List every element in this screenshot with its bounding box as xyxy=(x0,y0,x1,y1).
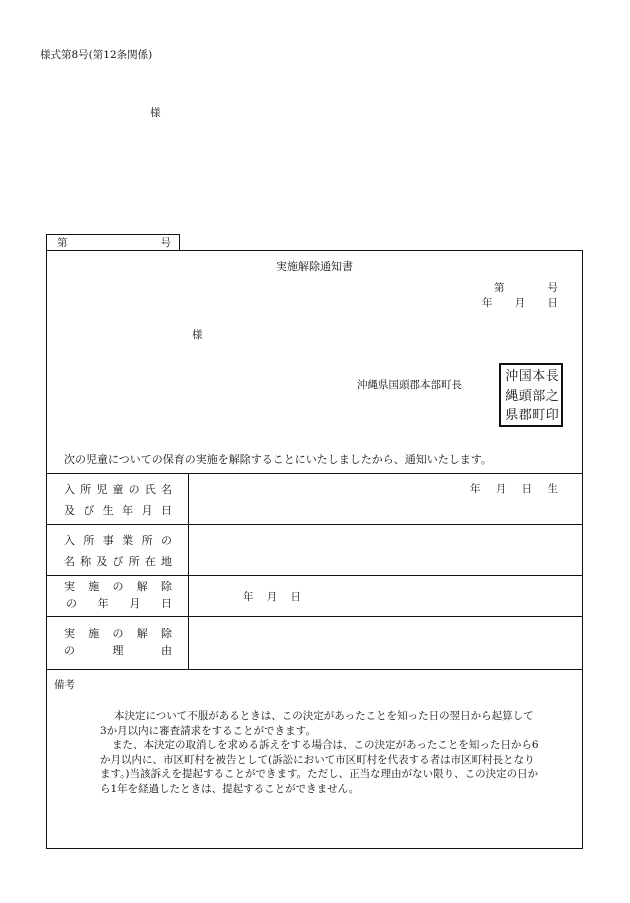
label-char: 入 xyxy=(64,483,75,496)
label-char: の xyxy=(64,644,75,657)
label-char: の xyxy=(112,580,124,593)
label-char: 童 xyxy=(112,483,124,496)
label-char: 地 xyxy=(160,555,172,568)
label-char: 施 xyxy=(88,627,100,640)
label-char: 及 xyxy=(64,504,75,517)
seal-char: 印 xyxy=(545,408,559,423)
seal-char: 之 xyxy=(545,388,559,404)
table-column-divider xyxy=(188,473,189,669)
release-date-field xyxy=(243,590,301,604)
label-char: 除 xyxy=(161,627,172,640)
label-char: 所 xyxy=(141,534,153,547)
seal-char: 国 xyxy=(518,369,532,384)
label-char: 日 xyxy=(160,597,172,610)
label-char: の xyxy=(128,483,140,496)
official-seal xyxy=(499,363,563,427)
label-char: の xyxy=(112,627,124,640)
table-top-rule xyxy=(46,473,583,474)
remarks-paragraph: 本決定について不服があるときは、この決定があったことを知った日の翌日から起算して3か月以内に審査請求をすることができます。 xyxy=(100,710,534,737)
seal-char: 沖 xyxy=(505,369,519,384)
label-char: 年 xyxy=(122,504,134,517)
label-char: び xyxy=(83,504,95,517)
label-char: 日 xyxy=(160,504,172,517)
seal-characters xyxy=(505,367,559,426)
birth-year: 年 xyxy=(470,483,481,495)
remarks-label: 備考 xyxy=(54,679,75,691)
label-char: 年 xyxy=(97,597,109,610)
row-label-facility xyxy=(64,534,172,576)
birth-day: 日 xyxy=(521,483,533,495)
document-number-line xyxy=(494,281,558,295)
birth-month: 月 xyxy=(495,483,507,495)
seal-char: 頭 xyxy=(518,388,532,404)
document-number-prefix: 第 xyxy=(494,282,505,294)
row-label-release-date xyxy=(64,580,172,618)
issue-date-line xyxy=(482,296,558,310)
label-char: 解 xyxy=(136,627,148,640)
label-char: 除 xyxy=(161,580,172,593)
label-char: 名 xyxy=(160,483,172,496)
birth-suffix: 生 xyxy=(547,483,558,495)
seal-char: 本 xyxy=(532,369,546,384)
row-label-child-name-birth xyxy=(64,483,172,525)
reference-number-tab xyxy=(46,234,180,251)
label-char: の xyxy=(66,597,77,610)
row-label-release-reason xyxy=(64,627,172,665)
seal-char: 縄 xyxy=(505,388,519,404)
label-char: 事 xyxy=(102,534,114,547)
seal-char: 部 xyxy=(532,388,546,404)
seal-char: 長 xyxy=(545,369,559,384)
document-number-suffix: 号 xyxy=(547,282,558,294)
issue-day: 日 xyxy=(547,297,558,309)
label-char: 由 xyxy=(161,644,172,657)
label-char: 称 xyxy=(80,555,92,568)
label-char: 所 xyxy=(80,483,92,496)
label-char: 氏 xyxy=(144,483,156,496)
remarks-body xyxy=(100,709,540,797)
label-char: 業 xyxy=(122,534,134,547)
number-suffix: 号 xyxy=(160,237,171,249)
label-char: 所 xyxy=(83,534,95,547)
table-bottom-rule xyxy=(46,669,583,670)
birth-date-field xyxy=(470,482,558,496)
label-char: 生 xyxy=(102,504,114,517)
issue-month: 月 xyxy=(514,297,526,309)
addressee-honorific: 様 xyxy=(192,329,203,341)
label-char: 理 xyxy=(112,644,124,657)
label-char: 入 xyxy=(64,534,75,547)
label-char: 及 xyxy=(96,555,108,568)
number-prefix: 第 xyxy=(57,237,68,249)
label-char: 在 xyxy=(144,555,156,568)
release-month: 月 xyxy=(266,591,278,603)
label-char: 実 xyxy=(64,580,75,593)
label-char: 解 xyxy=(136,580,148,593)
label-char: 施 xyxy=(88,580,100,593)
document-title: 実施解除通知書 xyxy=(276,260,353,273)
label-char: 月 xyxy=(141,504,153,517)
label-char: 所 xyxy=(128,555,140,568)
label-char: 児 xyxy=(96,483,108,496)
form-number-label: 様式第8号(第12条関係) xyxy=(40,49,153,61)
label-char: び xyxy=(112,555,124,568)
issue-year: 年 xyxy=(482,297,493,309)
release-day: 日 xyxy=(290,591,301,603)
label-char: 実 xyxy=(64,627,75,640)
seal-char: 県 xyxy=(505,408,519,423)
release-year: 年 xyxy=(243,591,254,603)
seal-char: 郡 xyxy=(518,408,532,423)
notice-text: 次の児童についての保育の実施を解除することにいたしましたから、通知いたします。 xyxy=(64,453,492,466)
label-char: 月 xyxy=(129,597,141,610)
seal-char: 町 xyxy=(532,408,546,423)
issuer-name: 沖縄県国頭郡本部町長 xyxy=(357,379,462,391)
label-char: の xyxy=(160,534,172,547)
remarks-paragraph: また、本決定の取消しを求める訴えをする場合は、この決定があったことを知った日から6か月以内に、市区町村を被告として(訴訟において市区町村を代表する者は市区町村長となります。)当該訴えを提起することができます。ただし、正当な理由がない限り、この決定の日から1年を経過したときは、提起することができません。 xyxy=(100,739,539,795)
recipient-honorific: 様 xyxy=(150,107,161,119)
label-char: 名 xyxy=(64,555,75,568)
